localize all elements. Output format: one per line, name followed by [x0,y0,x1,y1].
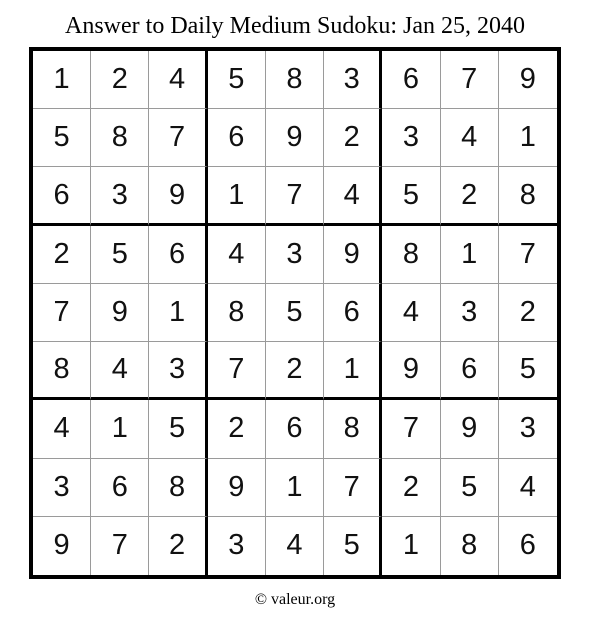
sudoku-cell: 6 [499,517,557,575]
sudoku-board [29,47,561,579]
sudoku-cell: 5 [33,109,91,167]
sudoku-cell: 4 [266,517,324,575]
sudoku-cell: 6 [208,109,266,167]
sudoku-cell: 5 [91,226,149,284]
sudoku-cell: 2 [499,284,557,342]
sudoku-cell: 6 [266,400,324,458]
sudoku-cell: 1 [208,167,266,225]
sudoku-cell: 8 [382,226,440,284]
sudoku-cell: 9 [382,342,440,400]
sudoku-cell: 7 [266,167,324,225]
sudoku-cell: 8 [208,284,266,342]
page-title: Answer to Daily Medium Sudoku: Jan 25, 2040 [65,13,525,39]
sudoku-cell: 6 [382,51,440,109]
sudoku-cell: 3 [324,51,382,109]
sudoku-cell: 9 [441,400,499,458]
sudoku-cell: 2 [33,226,91,284]
sudoku-cell: 2 [208,400,266,458]
sudoku-cell: 2 [324,109,382,167]
sudoku-cell: 8 [324,400,382,458]
sudoku-cell: 7 [441,51,499,109]
sudoku-cell: 8 [33,342,91,400]
sudoku-cell: 9 [33,517,91,575]
sudoku-cell: 7 [499,226,557,284]
sudoku-cell: 1 [91,400,149,458]
sudoku-cell: 4 [324,167,382,225]
sudoku-cell: 8 [149,459,207,517]
sudoku-cell: 1 [499,109,557,167]
sudoku-cell: 5 [499,342,557,400]
sudoku-cell: 2 [382,459,440,517]
sudoku-cell: 9 [499,51,557,109]
sudoku-cell: 4 [499,459,557,517]
sudoku-cell: 9 [324,226,382,284]
sudoku-cell: 2 [91,51,149,109]
copyright-footer: © valeur.org [254,591,336,608]
sudoku-cell: 4 [382,284,440,342]
sudoku-cell: 1 [33,51,91,109]
sudoku-cell: 6 [149,226,207,284]
sudoku-cell: 9 [149,167,207,225]
sudoku-cell: 8 [266,51,324,109]
sudoku-cell: 3 [382,109,440,167]
sudoku-cell: 4 [149,51,207,109]
sudoku-cell: 4 [208,226,266,284]
sudoku-cell: 3 [499,400,557,458]
sudoku-cell: 5 [441,459,499,517]
sudoku-cell: 9 [266,109,324,167]
sudoku-cell: 9 [91,284,149,342]
sudoku-cell: 3 [149,342,207,400]
sudoku-cell: 6 [441,342,499,400]
sudoku-cell: 6 [91,459,149,517]
sudoku-cell: 3 [33,459,91,517]
sudoku-cell: 3 [91,167,149,225]
sudoku-cell: 2 [266,342,324,400]
sudoku-cell: 6 [33,167,91,225]
sudoku-cell: 7 [149,109,207,167]
sudoku-cell: 9 [208,459,266,517]
sudoku-cell: 1 [266,459,324,517]
sudoku-cell: 7 [33,284,91,342]
sudoku-cell: 5 [324,517,382,575]
sudoku-cell: 4 [91,342,149,400]
sudoku-cell: 5 [266,284,324,342]
sudoku-cell: 5 [149,400,207,458]
sudoku-cell: 7 [382,400,440,458]
sudoku-cell: 4 [441,109,499,167]
sudoku-cell: 1 [149,284,207,342]
sudoku-cell: 2 [441,167,499,225]
sudoku-cell: 8 [91,109,149,167]
sudoku-cell: 6 [324,284,382,342]
sudoku-cell: 8 [499,167,557,225]
sudoku-cell: 5 [208,51,266,109]
sudoku-cell: 3 [441,284,499,342]
sudoku-cell: 1 [441,226,499,284]
sudoku-cell: 3 [266,226,324,284]
sudoku-cell: 7 [324,459,382,517]
sudoku-cell: 1 [382,517,440,575]
sudoku-cell: 4 [33,400,91,458]
sudoku-cell: 3 [208,517,266,575]
sudoku-cell: 1 [324,342,382,400]
sudoku-cell: 7 [91,517,149,575]
sudoku-cell: 7 [208,342,266,400]
sudoku-cell: 8 [441,517,499,575]
sudoku-cell: 2 [149,517,207,575]
sudoku-cell: 5 [382,167,440,225]
